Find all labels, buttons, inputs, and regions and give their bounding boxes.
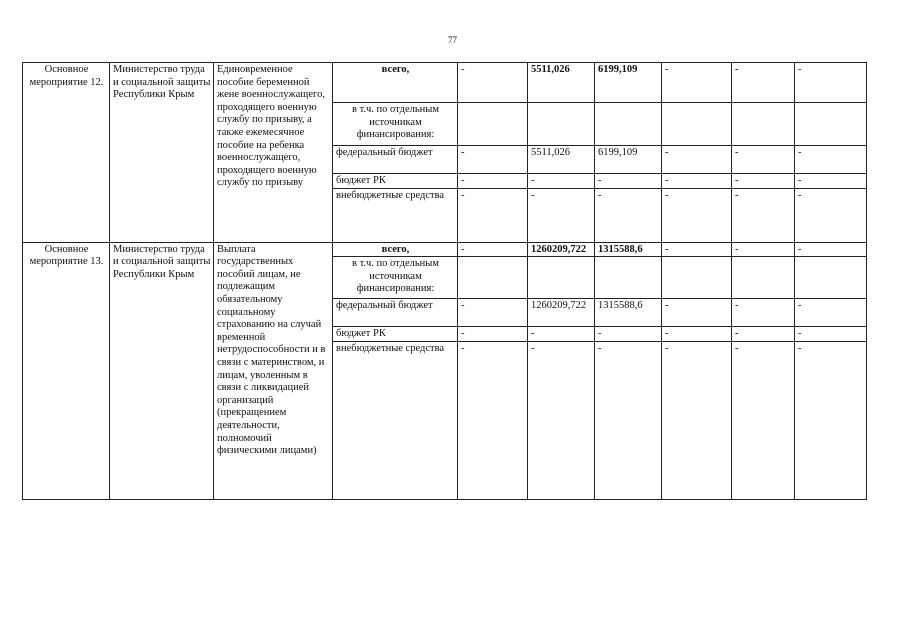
value-cell: - [662,299,732,327]
value-cell: - [458,242,528,257]
value-cell: - [795,63,867,103]
value-cell: - [795,299,867,327]
value-cell [528,257,595,299]
value-cell [662,257,732,299]
value-cell: - [595,327,662,342]
value-cell: - [795,242,867,257]
value-cell: - [595,174,662,189]
value-cell: - [732,242,795,257]
value-cell: 5511,026 [528,63,595,103]
value-cell: - [458,146,528,174]
source-label: бюджет РК [333,327,458,342]
value-cell [595,103,662,146]
value-cell: - [795,327,867,342]
value-cell: 1260209,722 [528,242,595,257]
event-cell: Основное мероприятие 12. [23,63,110,243]
value-cell: - [528,174,595,189]
value-cell: - [795,174,867,189]
value-cell: - [595,341,662,499]
value-cell: - [528,341,595,499]
value-cell: - [732,327,795,342]
page-number: 77 [448,35,457,45]
value-cell [732,257,795,299]
source-label: всего, [333,242,458,257]
source-label: федеральный бюджет [333,299,458,327]
value-cell [595,257,662,299]
value-cell: - [458,188,528,242]
source-label: бюджет РК [333,174,458,189]
value-cell: - [458,63,528,103]
source-label: в т.ч. по отдельным источникам финансирования: [333,257,458,299]
table-row [23,242,867,257]
event-name-cell: Единовременное пособие беременной жене военнослужащего, проходящего военную службу по призыву, а также ежемесячное пособие на ребенка военнослужащего, проходящего военную службу по призыву [214,63,333,243]
event-name-cell: Выплата государственных пособий лицам, не подлежащим обязательному социальному страхованию на случай временной нетрудоспособности и в связи с материнством, и лицам, уволенным в связи с ликвидацией организаций (прекращением деятельности, полномочий физическими лицами) [214,242,333,499]
value-cell: - [662,63,732,103]
value-cell: - [732,146,795,174]
value-cell: - [795,341,867,499]
source-label: в т.ч. по отдельным источникам финансирования: [333,103,458,146]
value-cell: - [528,327,595,342]
value-cell: - [662,146,732,174]
table-row [23,63,867,103]
source-label: внебюджетные средства [333,341,458,499]
value-cell: - [732,63,795,103]
value-cell [458,257,528,299]
value-cell: - [528,188,595,242]
value-cell: - [795,188,867,242]
executor-cell: Министерство труда и социальной защиты Республики Крым [110,242,214,499]
value-cell: - [732,188,795,242]
value-cell: - [662,174,732,189]
value-cell [528,103,595,146]
source-label: всего, [333,63,458,103]
value-cell: 6199,109 [595,146,662,174]
value-cell [662,103,732,146]
budget-table [22,62,867,500]
executor-cell: Министерство труда и социальной защиты Республики Крым [110,63,214,243]
value-cell: - [458,299,528,327]
value-cell [458,103,528,146]
value-cell: - [732,299,795,327]
value-cell: - [458,341,528,499]
value-cell: 5511,026 [528,146,595,174]
value-cell: - [732,174,795,189]
value-cell: - [662,341,732,499]
value-cell: 1260209,722 [528,299,595,327]
value-cell: - [732,341,795,499]
value-cell: 1315588,6 [595,299,662,327]
value-cell: - [458,174,528,189]
value-cell: - [662,242,732,257]
value-cell: - [795,146,867,174]
value-cell [795,103,867,146]
value-cell [732,103,795,146]
value-cell: - [595,188,662,242]
value-cell: - [662,327,732,342]
value-cell [795,257,867,299]
event-cell: Основное мероприятие 13. [23,242,110,499]
value-cell: - [662,188,732,242]
value-cell: 1315588,6 [595,242,662,257]
source-label: внебюджетные средства [333,188,458,242]
value-cell: 6199,109 [595,63,662,103]
source-label: федеральный бюджет [333,146,458,174]
value-cell: - [458,327,528,342]
